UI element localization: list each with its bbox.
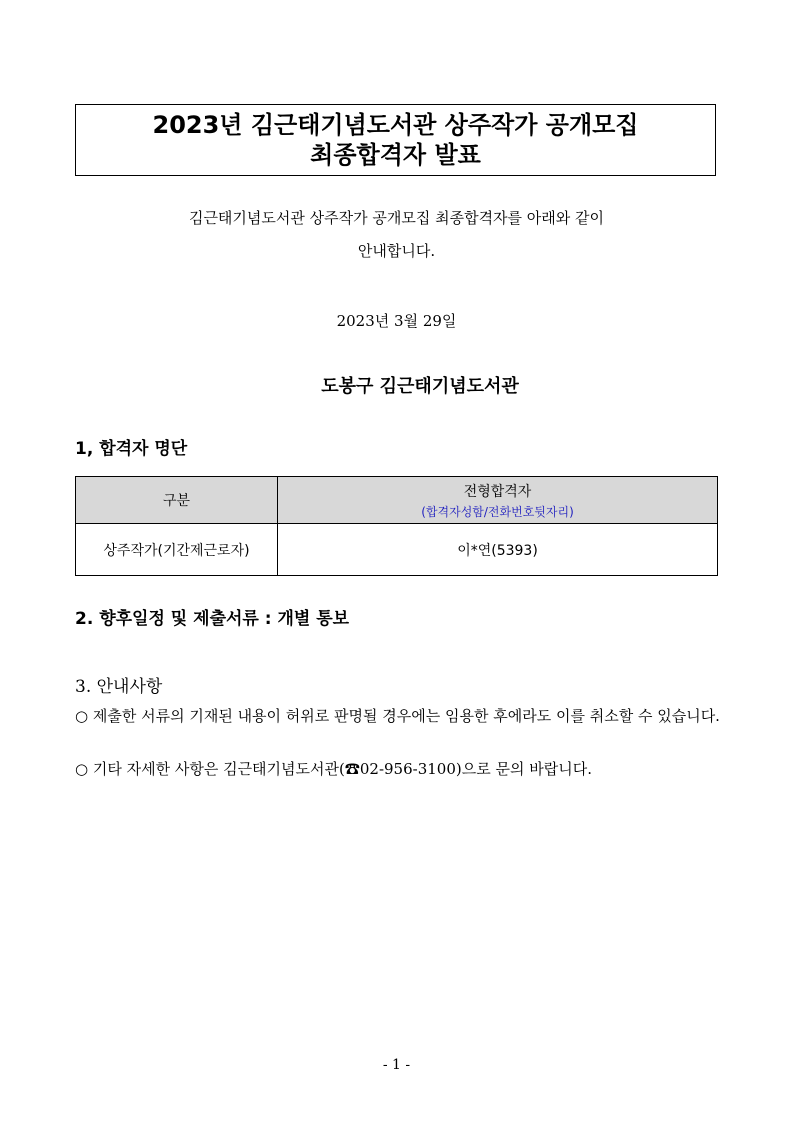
header-passer-sub: (합격자성함/전화번호뒷자리) (421, 504, 574, 519)
announcement-date: 2023년 3월 29일 (336, 312, 457, 330)
title-box (75, 104, 716, 176)
notice-item-2: ○ 기타 자세한 사항은 김근태기념도서관(☎02-956-3100)으로 문의 바랍니다. (75, 760, 592, 778)
section-1-heading (75, 434, 187, 459)
title-line-1: 2023년 김근태기념도서관 상주작가 공개모집 (152, 111, 639, 139)
header-category: 구분 (76, 477, 278, 524)
section-3-heading-text: 3. 안내사항 (75, 677, 163, 697)
notice-item-1: ○ 제출한 서류의 기재된 내용이 허위로 판명될 경우에는 임용한 후에라도 이를 취소할 수 있습니다. (75, 707, 720, 725)
intro-line-1: 김근태기념도서관 상주작가 공개모집 최종합격자를 아래와 같이 (188, 209, 605, 227)
header-passer (278, 477, 718, 524)
result-table (75, 476, 718, 576)
section-1-heading-text: 1, 합격자 명단 (75, 439, 188, 459)
title-line-2: 최종합격자 발표 (310, 141, 481, 169)
intro-line-2: 안내합니다. (357, 242, 436, 260)
section-2-heading (75, 604, 349, 629)
issuer-name: 도봉구 김근태기념도서관 (321, 376, 519, 397)
cell-category: 상주작가(기간제근로자) (76, 524, 278, 576)
section-3-heading (75, 672, 162, 697)
page-number: - 1 - (382, 1057, 411, 1073)
cell-passer: 이*연(5393) (278, 524, 718, 576)
header-passer-label: 전형합격자 (463, 483, 532, 500)
section-2-heading-text: 2. 향후일정 및 제출서류 : 개별 통보 (75, 609, 350, 629)
table-header-row (76, 477, 718, 524)
table-row (76, 524, 718, 576)
